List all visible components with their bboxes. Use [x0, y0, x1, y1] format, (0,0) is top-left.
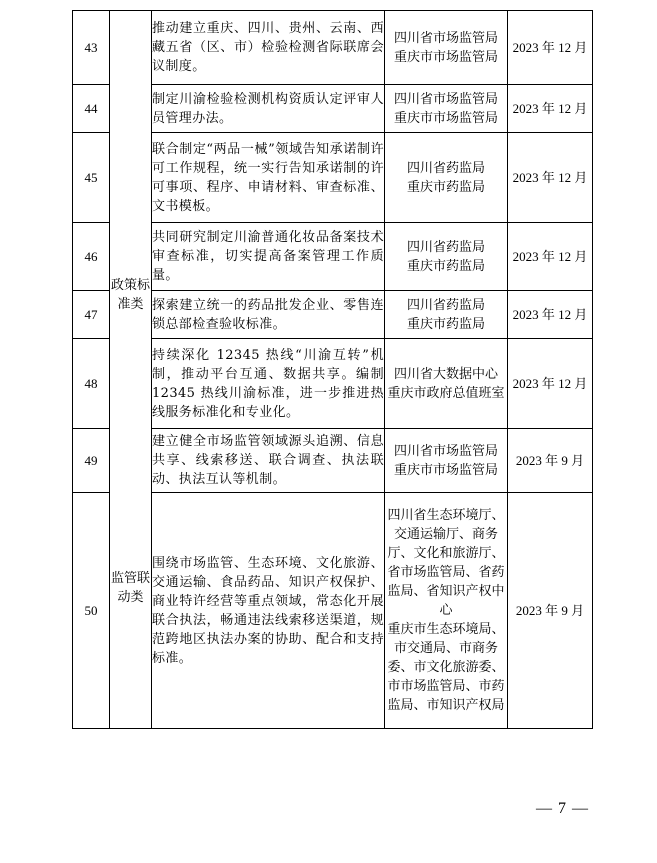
responsible-department — [385, 493, 508, 729]
task-content: 联合制定“两品一械”领域告知承诺制许可工作规程，统一实行告知承诺制的许可事项、程序、申请材料、审查标准、文书模板。 — [152, 133, 385, 223]
dept-sichuan: 四川省市场监管局 — [393, 91, 498, 107]
table-row — [73, 11, 593, 85]
deadline: 2023 年 12 月 — [508, 11, 593, 85]
dept-sichuan: 四川省药监局 — [406, 297, 485, 313]
responsible-department — [385, 291, 508, 339]
responsible-department — [385, 133, 508, 223]
row-number: 45 — [73, 133, 110, 223]
row-number: 48 — [73, 339, 110, 429]
row-number: 43 — [73, 11, 110, 85]
task-content: 持续深化 12345 热线“川渝互转”机制，推动平台互通、数据共享。编制 12345 热线川渝标准，进一步推进热线服务标准化和专业化。 — [152, 339, 385, 429]
dept-sichuan: 四川省药监局 — [406, 160, 485, 176]
responsible-department — [385, 85, 508, 133]
dept-chongqing: 重庆市药监局 — [406, 179, 485, 195]
task-content: 推动建立重庆、四川、贵州、云南、西藏五省（区、市）检验检测省际联席会议制度。 — [152, 11, 385, 85]
deadline: 2023 年 12 月 — [508, 133, 593, 223]
task-content: 共同研究制定川渝普通化妆品备案技术审查标准，切实提高备案管理工作质量。 — [152, 223, 385, 291]
responsible-department — [385, 429, 508, 493]
dept-sichuan: 四川省药监局 — [406, 239, 485, 255]
responsible-department — [385, 11, 508, 85]
deadline: 2023 年 9 月 — [508, 493, 593, 729]
dept-sichuan: 四川省市场监管局 — [393, 30, 498, 46]
page-number: — 7 — — [536, 800, 589, 817]
dept-chongqing: 重庆市政府总值班室 — [387, 385, 505, 401]
task-table — [72, 10, 593, 729]
dept-chongqing: 重庆市药监局 — [406, 316, 485, 332]
category-policy-standards — [110, 11, 152, 429]
category-supervision-linkage — [110, 429, 152, 729]
deadline: 2023 年 12 月 — [508, 223, 593, 291]
dept-chongqing: 重庆市市场监管局 — [393, 49, 498, 65]
deadline: 2023 年 12 月 — [508, 291, 593, 339]
responsible-department — [385, 339, 508, 429]
deadline: 2023 年 12 月 — [508, 339, 593, 429]
dept-chongqing: 重庆市市场监管局 — [393, 462, 498, 478]
dept-chongqing: 重庆市市场监管局 — [393, 110, 498, 126]
row-number: 50 — [73, 493, 110, 729]
dept-sichuan: 四川省大数据中心 — [393, 366, 498, 382]
dept-chongqing: 重庆市生态环境局、市交通局、市商务委、市文化旅游委、市市场监管局、市药监局、市知识产权局 — [387, 622, 505, 713]
task-content: 制定川渝检验检测机构资质认定评审人员管理办法。 — [152, 85, 385, 133]
category-label: 政策标准类 — [110, 277, 150, 312]
deadline: 2023 年 9 月 — [508, 429, 593, 493]
row-number: 47 — [73, 291, 110, 339]
task-content: 建立健全市场监管领域源头追溯、信息共享、线索移送、联合调查、执法联动、执法互认等机制。 — [152, 429, 385, 493]
table-row — [73, 429, 593, 493]
category-label: 监管联动类 — [110, 571, 150, 606]
row-number: 49 — [73, 429, 110, 493]
task-content: 探索建立统一的药品批发企业、零售连锁总部检查验收标准。 — [152, 291, 385, 339]
row-number: 46 — [73, 223, 110, 291]
row-number: 44 — [73, 85, 110, 133]
dept-sichuan: 四川省市场监管局 — [393, 443, 498, 459]
task-content: 围绕市场监管、生态环境、文化旅游、交通运输、食品药品、知识产权保护、商业特许经营等重点领域，常态化开展联合执法，畅通违法线索移送渠道，规范跨地区执法办案的协助、配合和支持标准。 — [152, 493, 385, 729]
dept-chongqing: 重庆市药监局 — [406, 258, 485, 274]
dept-sichuan: 四川省生态环境厅、交通运输厅、商务厅、文化和旅游厅、省市场监管局、省药监局、省知识产权中心 — [387, 508, 505, 618]
deadline: 2023 年 12 月 — [508, 85, 593, 133]
responsible-department — [385, 223, 508, 291]
